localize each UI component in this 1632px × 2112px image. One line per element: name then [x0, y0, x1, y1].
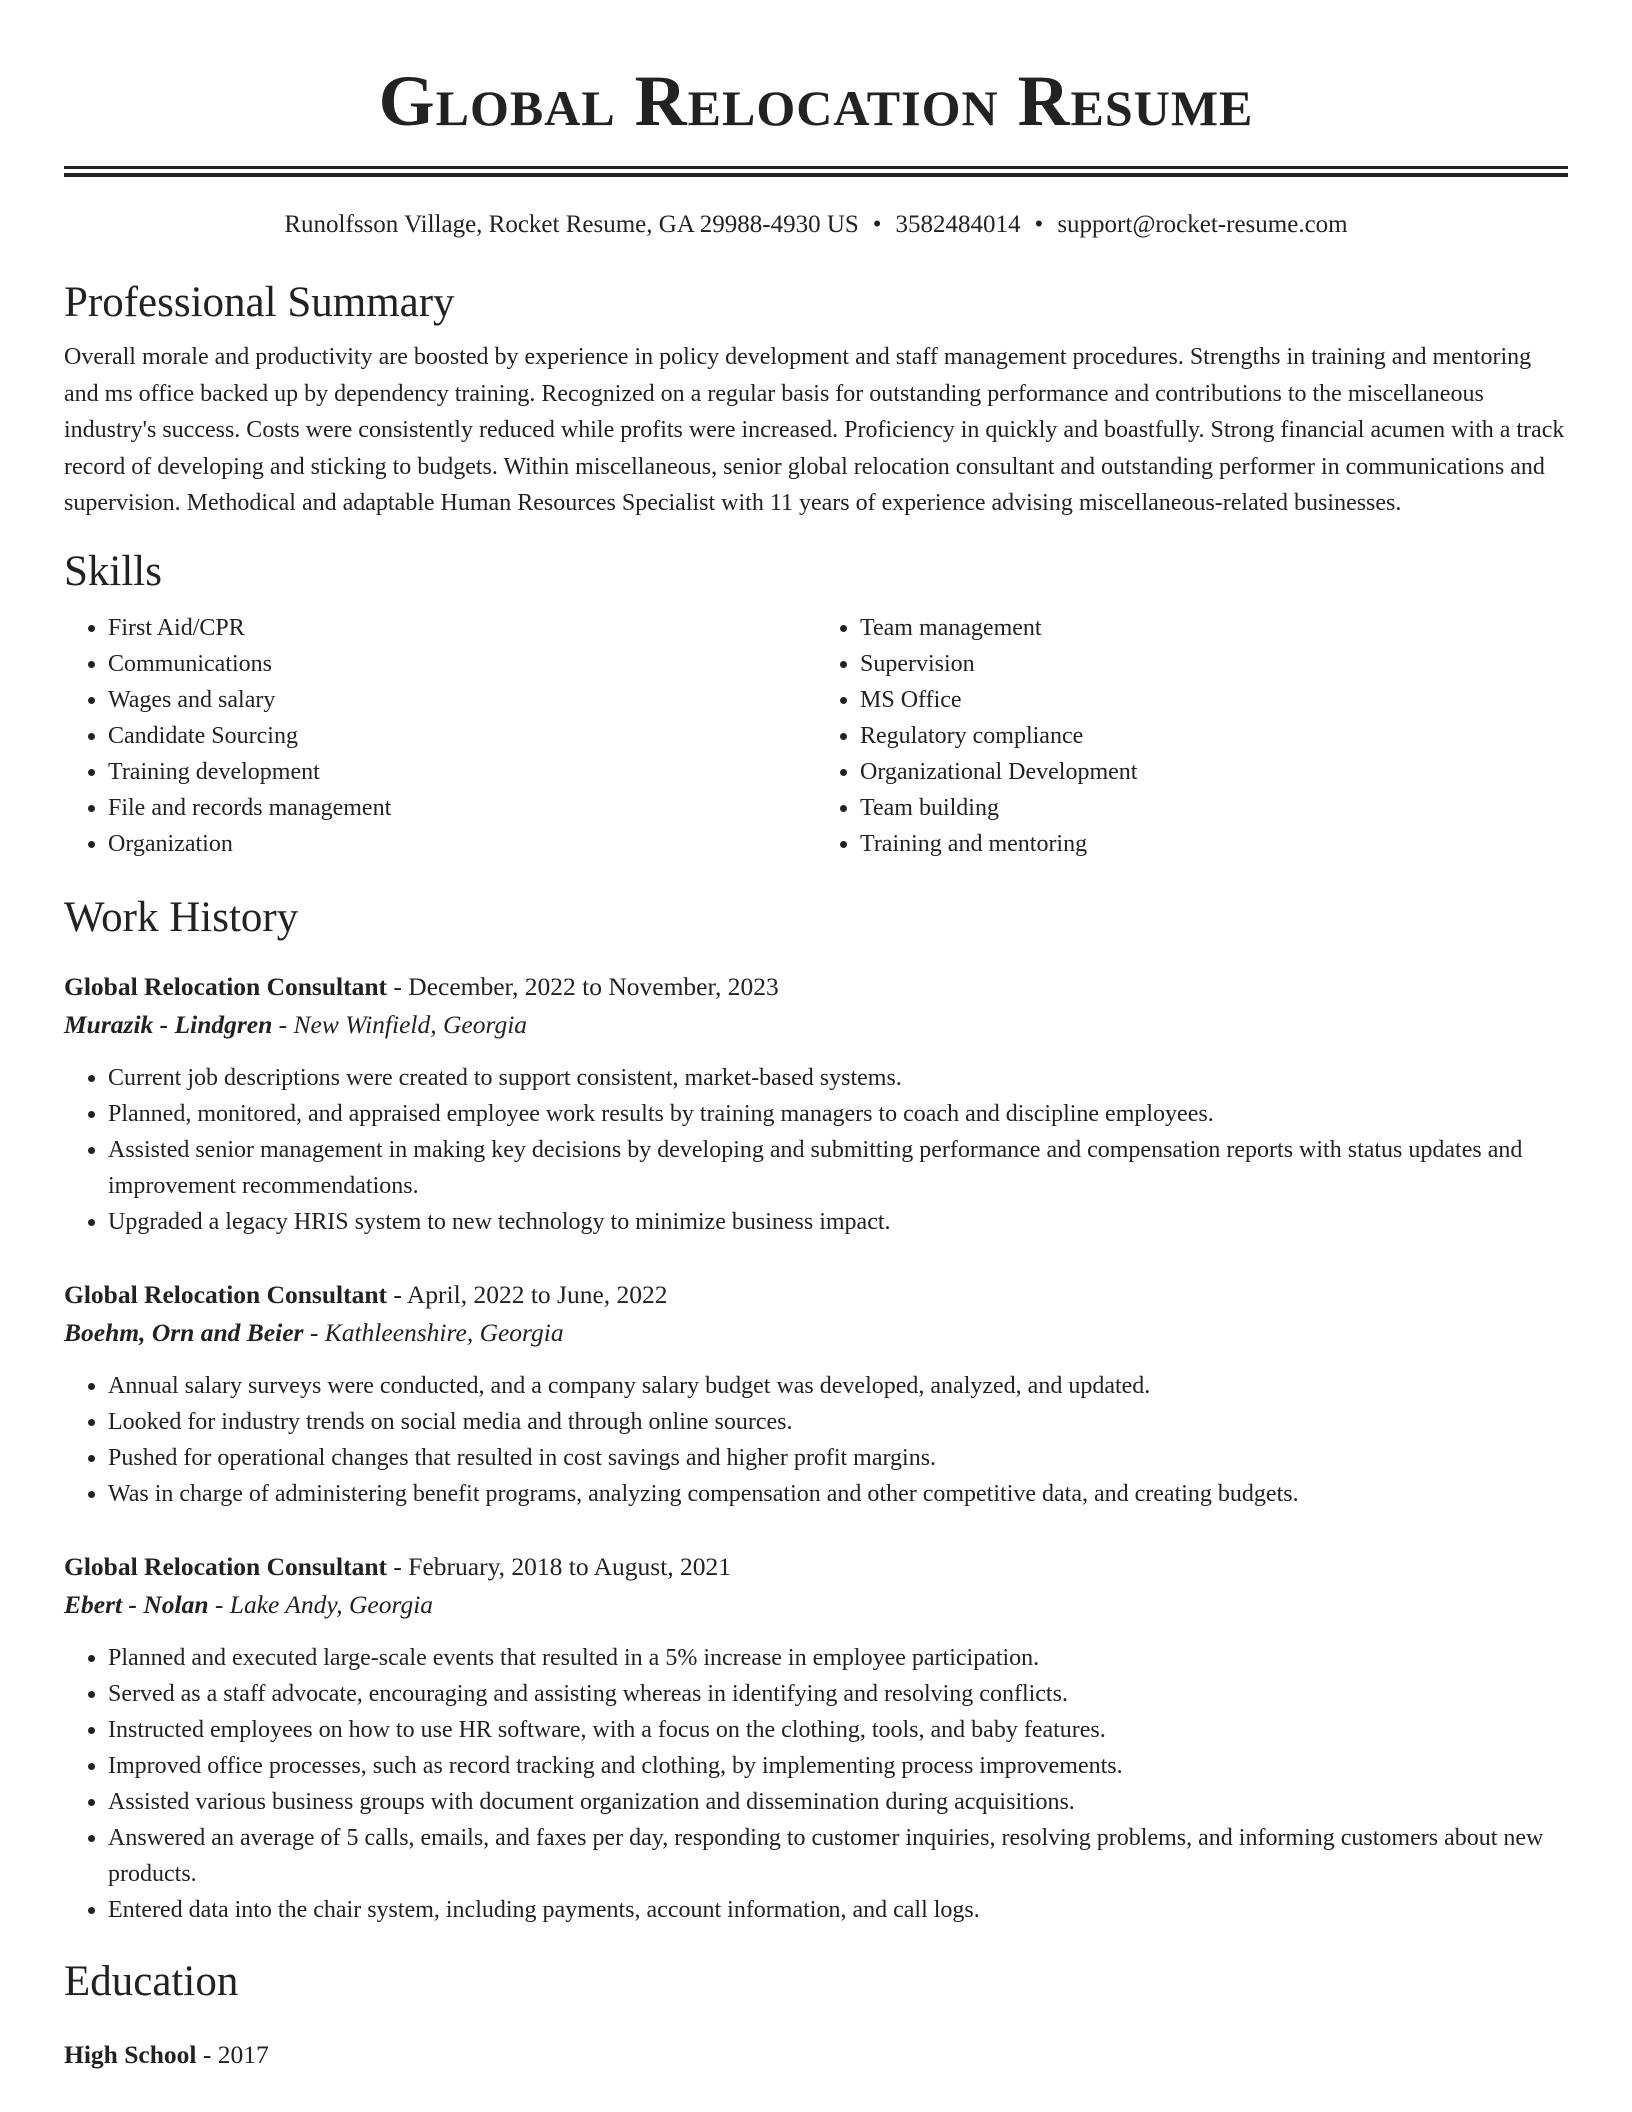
job-bullets: [64, 1060, 1568, 1240]
skill-item: • File and records management: [108, 790, 816, 826]
job-bullet: • Served as a staff advocate, encouraging and assisting whereas in identifying and resolving conflicts.: [108, 1676, 1568, 1712]
job-company: Murazik - Lindgren: [64, 1009, 273, 1039]
job-entry: [64, 1276, 1568, 1512]
job-company-line: [64, 1314, 1568, 1352]
skills-left-column: [64, 610, 816, 862]
job-bullet: • Current job descriptions were created to support consistent, market-based systems.: [108, 1060, 1568, 1096]
contact-line: [64, 209, 1568, 241]
skills-columns: [64, 610, 1568, 862]
contact-email: support@rocket-resume.com: [1057, 211, 1348, 238]
job-dates: - February, 2018 to August, 2021: [387, 1551, 732, 1581]
job-company-line: [64, 1586, 1568, 1624]
skill-item: • Candidate Sourcing: [108, 718, 816, 754]
work-history-heading: Work History: [64, 893, 299, 941]
job-bullet: • Assisted various business groups with document organization and dissemination during acquisitions.: [108, 1784, 1568, 1820]
job-bullet: • Looked for industry trends on social media and through online sources.: [108, 1404, 1568, 1440]
skills-right-column: [816, 610, 1568, 862]
job-bullets: [64, 1368, 1568, 1512]
job-location: - New Winfield, Georgia: [272, 1009, 528, 1039]
job-bullet: • Instructed employees on how to use HR software, with a focus on the clothing, tools, and baby features.: [108, 1712, 1568, 1748]
job-company: Ebert - Nolan: [64, 1589, 209, 1619]
skill-item: • Training development: [108, 754, 816, 790]
title-double-rule: [64, 166, 1568, 177]
contact-address: Runolfsson Village, Rocket Resume, GA 29988-4930 US: [284, 211, 859, 238]
skill-item: • Wages and salary: [108, 682, 816, 718]
job-company: Boehm, Orn and Beier: [64, 1317, 304, 1347]
job-bullet: • Planned and executed large-scale events that resulted in a 5% increase in employee participation.: [108, 1640, 1568, 1676]
contact-phone: 3582484014: [895, 211, 1021, 238]
education-heading: Education: [64, 1957, 239, 2005]
education-year: - 2017: [196, 2039, 269, 2069]
job-bullet: • Planned, monitored, and appraised employee work results by training managers to coach and discipline employees.: [108, 1096, 1568, 1132]
resume-title: Global Relocation Resume: [378, 61, 1254, 141]
job-title-line: [64, 968, 1568, 1006]
job-company-line: [64, 1006, 1568, 1044]
summary-section: [64, 275, 1568, 522]
job-title-line: [64, 1276, 1568, 1314]
skill-item: • Supervision: [860, 646, 1568, 682]
job-bullets: [64, 1640, 1568, 1928]
education-section: [64, 1954, 1568, 2074]
education-school: High School: [64, 2039, 197, 2069]
job-bullet: • Was in charge of administering benefit programs, analyzing compensation and other competitive data, and creating budgets.: [108, 1476, 1568, 1512]
skill-item: • Team management: [860, 610, 1568, 646]
work-history-section: [64, 890, 1568, 1928]
job-bullet: • Upgraded a legacy HRIS system to new technology to minimize business impact.: [108, 1204, 1568, 1240]
job-title: Global Relocation Consultant: [64, 971, 388, 1001]
skill-item: • Communications: [108, 646, 816, 682]
skills-section: [64, 544, 1568, 862]
skill-item: • First Aid/CPR: [108, 610, 816, 646]
job-bullet: • Entered data into the chair system, including payments, account information, and call logs.: [108, 1892, 1568, 1928]
job-bullet: • Answered an average of 5 calls, emails, and faxes per day, responding to customer inquiries, resolving problems, and informing customers about new products.: [108, 1820, 1568, 1892]
job-location: - Kathleenshire, Georgia: [303, 1317, 564, 1347]
job-bullet: • Pushed for operational changes that resulted in cost savings and higher profit margins.: [108, 1440, 1568, 1476]
skill-item: • Training and mentoring: [860, 826, 1568, 862]
job-dates: - December, 2022 to November, 2023: [387, 971, 779, 1001]
job-title-line: [64, 1548, 1568, 1586]
job-entry: [64, 1548, 1568, 1928]
skills-heading: Skills: [64, 547, 162, 595]
job-dates: - April, 2022 to June, 2022: [387, 1279, 668, 1309]
job-title: Global Relocation Consultant: [64, 1551, 388, 1581]
contact-separator: •: [872, 211, 882, 238]
job-bullet: • Improved office processes, such as record tracking and clothing, by implementing process improvements.: [108, 1748, 1568, 1784]
skill-item: • Regulatory compliance: [860, 718, 1568, 754]
job-bullet: • Annual salary surveys were conducted, and a company salary budget was developed, analyzed, and updated.: [108, 1368, 1568, 1404]
contact-separator: •: [1034, 211, 1044, 238]
skill-item: • Organizational Development: [860, 754, 1568, 790]
job-entry: [64, 968, 1568, 1240]
summary-heading: Professional Summary: [64, 279, 455, 326]
education-entry: [64, 2036, 1568, 2074]
job-location: - Lake Andy, Georgia: [208, 1589, 434, 1619]
job-title: Global Relocation Consultant: [64, 1279, 388, 1309]
job-bullet: • Assisted senior management in making key decisions by developing and submitting performance and compensation reports with status updates and improvement recommendations.: [108, 1132, 1568, 1204]
skill-item: • MS Office: [860, 682, 1568, 718]
summary-text: Overall morale and productivity are boosted by experience in policy development and staff management procedures. Strengths in training and mentoring and ms office backed up by dependency training. Recognized on a regular basis for outstanding performance and contributions to the miscellaneous industry's success. Costs were consistently reduced while profits were increased. Proficiency in quickly and boastfully. Strong financial acumen with a track record of developing and sticking to budgets. Within miscellaneous, senior global relocation consultant and outstanding performer in communications and supervision. Methodical and adaptable Human Resources Specialist with 11 years of experience advising miscellaneous-related businesses.: [64, 344, 1565, 517]
skill-item: • Organization: [108, 826, 816, 862]
skill-item: • Team building: [860, 790, 1568, 826]
